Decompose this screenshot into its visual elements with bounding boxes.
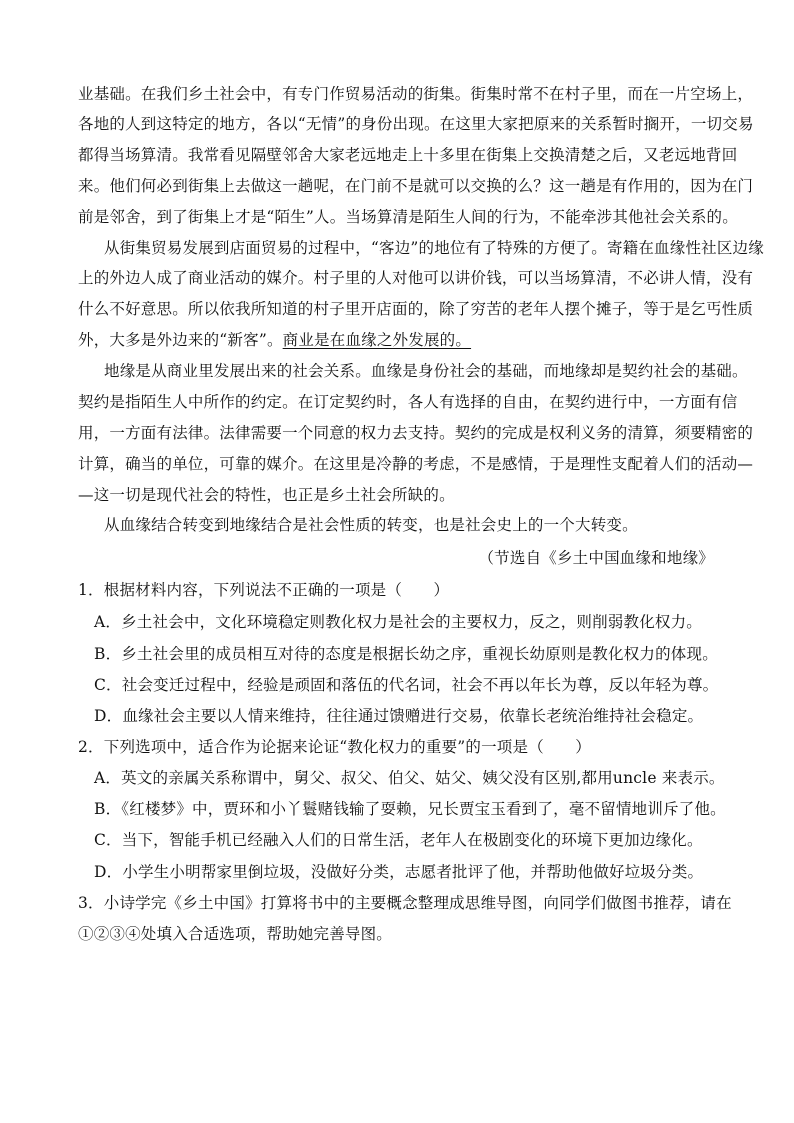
question-option: B．《红楼梦》中，贾环和小丫鬟赌钱输了耍赖，兄长贾宝玉看到了，毫不留情地训斥了他。 [94,800,726,818]
question-stem: 1．根据材料内容，下列说法不正确的一项是（ ） [78,581,450,599]
question-option: D．血缘社会主要以人情来维持，往往通过馈赠进行交易，依靠长老统治维持社会稳定。 [94,707,704,725]
underlined-sentence: 商业是在血缘之外发展的。 [282,331,472,349]
passage-line: 前是邻舍，到了街集上才是“陌生”人。当场算清是陌生人间的行为，不能牵涉其他社会关系的。 [78,208,738,226]
question-option: A．英文的亲属关系称谓中，舅父、叔父、伯父、姑父、姨父没有区别,都用uncle 来表示。 [94,769,725,787]
passage-line: 地缘是从商业里发展出来的社会关系。血缘是身份社会的基础，而地缘却是契约社会的基础。 [104,362,748,380]
passage-line: 都得当场算清。我常看见隔壁邻舍大家老远地走上十多里在街集上交换清楚之后，又老远地背回 [78,146,738,164]
question-stem: ①②③④处填入合适选项，帮助她完善导图。 [78,925,393,943]
passage-line: 从街集贸易发展到店面贸易的过程中，“客边”的地位有了特殊的方便了。寄籍在血缘性社区边缘 [104,239,764,257]
source-citation: （节选自《乡土中国血缘和地缘》 [478,549,714,567]
passage-line: 用，一方面有法律。法律需要一个同意的权力去支持。契约的完成是权利义务的清算，须要精密的 [78,424,754,442]
question-stem: 2．下列选项中，适合作为论据来论证“教化权力的重要”的一项是（ ） [78,738,592,756]
passage-line: 各地的人到这特定的地方，各以“无情”的身份出现。在这里大家把原来的关系暂时搁开，一切交易 [78,115,754,133]
passage-text: 外，大多是外边来的“新客”。 [78,331,283,349]
passage-line: 来。他们何必到街集上去做这一趟呢，在门前不是就可以交换的么？这一趟是有作用的，因为在门 [78,177,754,195]
passage-line: 契约是指陌生人中所作的约定。在订定契约时，各人有选择的自由，在契约进行中，一方面有信 [78,393,738,411]
passage-line: 计算，确当的单位，可靠的媒介。在这里是冷静的考虑，不是感情，于是理性支配着人们的活动— [78,455,754,473]
question-option: A．乡土社会中，文化环境稳定则教化权力是社会的主要权力，反之，则削弱教化权力。 [94,613,702,631]
passage-line: 什么不好意思。所以依我所知道的村子里开店面的，除了穷苦的老年人摆个摊子，等于是乞丐性质 [78,300,754,318]
passage-line: 上的外边人成了商业活动的媒介。村子里的人对他可以讲价钱，可以当场算清，不必讲人情，没有 [78,269,754,287]
question-option: C．当下，智能手机已经融入人们的日常生活，老年人在极剧变化的环境下更加边缘化。 [94,831,703,849]
passage-line: —这一切是现代社会的特性，也正是乡土社会所缺的。 [78,486,455,504]
passage-line: 从血缘结合转变到地缘结合是社会性质的转变，也是社会史上的一个大转变。 [104,516,638,534]
passage-line: 业基础。在我们乡土社会中，有专门作贸易活动的街集。街集时常不在村子里，而在一片空场上， [78,85,754,103]
question-option: D．小学生小明帮家里倒垃圾，没做好分类，志愿者批评了他，并帮助他做好垃圾分类。 [94,863,704,881]
passage-line [78,330,718,350]
question-option: B．乡土社会里的成员相互对待的态度是根据长幼之序，重视长幼原则是教化权力的体现。 [94,645,718,663]
question-option: C．社会变迁过程中，经验是顽固和落伍的代名词，社会不再以年长为尊，反以年轻为尊。 [94,676,719,694]
question-stem: 3．小诗学完《乡土中国》打算将书中的主要概念整理成思维导图，向同学们做图书推荐，请在 [78,894,732,912]
